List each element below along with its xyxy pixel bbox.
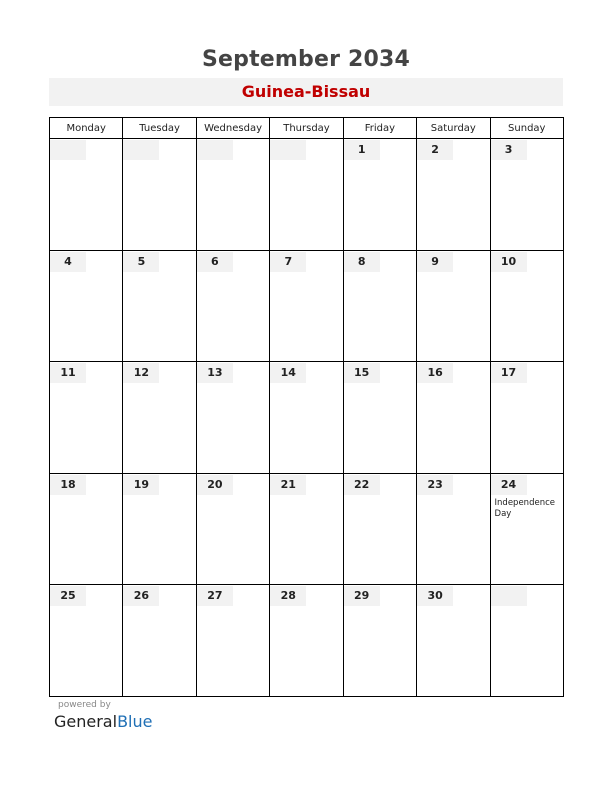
day-number: 8 (344, 252, 380, 272)
day-cell[interactable] (50, 362, 123, 474)
day-number: 1 (344, 140, 380, 160)
day-cell[interactable] (270, 250, 343, 362)
day-number: 18 (50, 475, 86, 495)
day-number: 15 (344, 363, 380, 383)
day-number: 23 (417, 475, 453, 495)
day-cell[interactable] (270, 473, 343, 585)
day-number (270, 140, 306, 160)
day-cell[interactable] (417, 362, 490, 474)
day-cell[interactable] (490, 362, 563, 474)
week-row (50, 585, 564, 697)
day-cell[interactable] (417, 585, 490, 697)
weekday-header: Friday (343, 118, 416, 139)
generalblue-logo[interactable] (54, 712, 152, 731)
weekday-header-row (50, 118, 564, 139)
day-number: 7 (270, 252, 306, 272)
day-cell[interactable] (196, 139, 269, 251)
day-cell[interactable] (196, 362, 269, 474)
day-cell[interactable] (50, 585, 123, 697)
day-cell[interactable] (123, 473, 196, 585)
day-cell[interactable] (50, 473, 123, 585)
day-cell[interactable] (490, 250, 563, 362)
day-cell[interactable] (123, 585, 196, 697)
day-cell[interactable] (343, 250, 416, 362)
day-number (197, 140, 233, 160)
day-number: 19 (123, 475, 159, 495)
week-row (50, 362, 564, 474)
day-cell[interactable] (123, 139, 196, 251)
day-number: 27 (197, 586, 233, 606)
day-cell[interactable] (270, 585, 343, 697)
weekday-header: Sunday (490, 118, 563, 139)
day-number (491, 586, 527, 606)
day-number: 30 (417, 586, 453, 606)
day-cell[interactable] (343, 473, 416, 585)
day-cell[interactable] (490, 139, 563, 251)
day-number (50, 140, 86, 160)
day-number: 24 (491, 475, 527, 495)
day-number: 2 (417, 140, 453, 160)
day-cell[interactable] (270, 139, 343, 251)
day-number: 4 (50, 252, 86, 272)
day-cell[interactable] (50, 139, 123, 251)
weekday-header: Tuesday (123, 118, 196, 139)
week-row (50, 139, 564, 251)
weekday-header: Wednesday (196, 118, 269, 139)
powered-by-text: powered by (58, 700, 111, 710)
day-number: 11 (50, 363, 86, 383)
day-cell[interactable] (196, 585, 269, 697)
day-number: 3 (491, 140, 527, 160)
day-number: 22 (344, 475, 380, 495)
day-cell[interactable] (123, 362, 196, 474)
day-cell[interactable] (417, 139, 490, 251)
day-number: 13 (197, 363, 233, 383)
day-number: 12 (123, 363, 159, 383)
day-cell[interactable] (490, 473, 563, 585)
day-cell[interactable] (196, 473, 269, 585)
weekday-header: Thursday (270, 118, 343, 139)
day-cell[interactable] (196, 250, 269, 362)
day-cell[interactable] (417, 250, 490, 362)
brand-general: General (54, 712, 118, 731)
day-number: 25 (50, 586, 86, 606)
day-number: 16 (417, 363, 453, 383)
day-number: 29 (344, 586, 380, 606)
day-cell[interactable] (343, 585, 416, 697)
day-number: 14 (270, 363, 306, 383)
day-cell[interactable] (50, 250, 123, 362)
week-row (50, 473, 564, 585)
weekday-header: Saturday (417, 118, 490, 139)
day-cell[interactable] (490, 585, 563, 697)
day-number: 5 (123, 252, 159, 272)
day-number: 9 (417, 252, 453, 272)
country-name: Guinea-Bissau (49, 78, 563, 106)
brand-blue: Blue (117, 712, 153, 731)
day-number: 20 (197, 475, 233, 495)
day-cell[interactable] (417, 473, 490, 585)
calendar-grid (49, 117, 564, 697)
week-row (50, 250, 564, 362)
day-number (123, 140, 159, 160)
holiday-label: Independence Day (494, 497, 555, 519)
day-cell[interactable] (343, 139, 416, 251)
day-number: 10 (491, 252, 527, 272)
day-number: 28 (270, 586, 306, 606)
day-cell[interactable] (123, 250, 196, 362)
day-number: 21 (270, 475, 306, 495)
page-title: September 2034 (201, 47, 411, 72)
day-number: 6 (197, 252, 233, 272)
day-number: 26 (123, 586, 159, 606)
day-cell[interactable] (343, 362, 416, 474)
weekday-header: Monday (50, 118, 123, 139)
day-number: 17 (491, 363, 527, 383)
day-cell[interactable] (270, 362, 343, 474)
